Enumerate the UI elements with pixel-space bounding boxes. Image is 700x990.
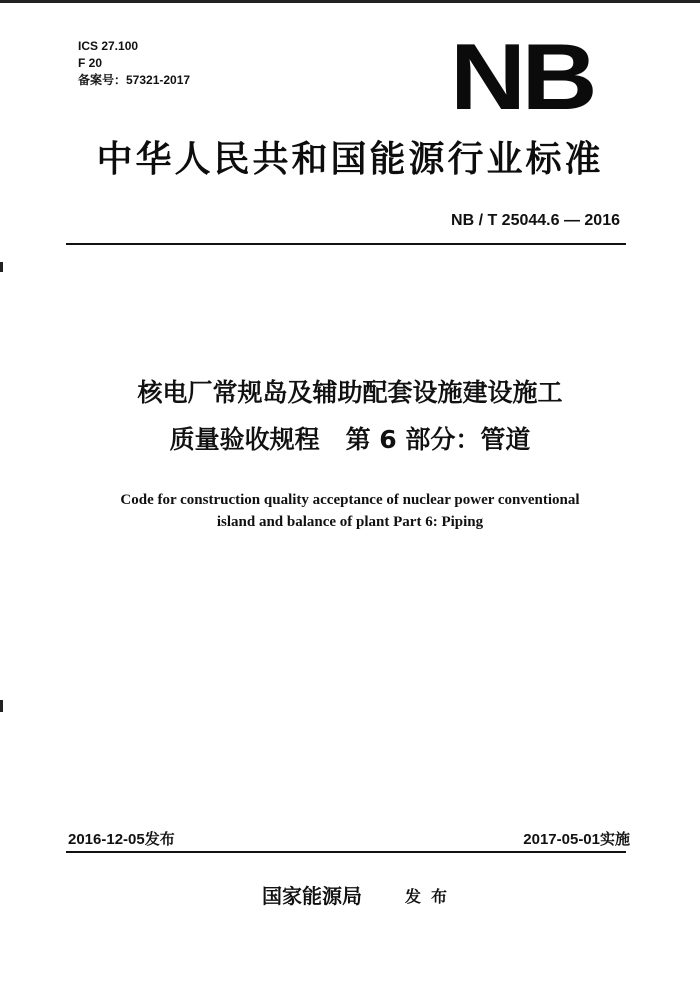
issue-date: 2016-12-05发布 xyxy=(68,831,175,848)
nb-logo: NB xyxy=(450,24,594,129)
scan-mark xyxy=(0,262,3,272)
title-en-line2: island and balance of plant Part 6: Piping xyxy=(216,514,484,530)
title-cn-line2-part1: 质量验收规程 xyxy=(169,425,320,454)
standard-class-title: 中华人民共和国能源行业标准 xyxy=(96,138,604,180)
header-divider xyxy=(66,243,626,245)
scan-mark xyxy=(0,700,3,712)
standard-number: NB / T 25044.6 — 2016 xyxy=(451,212,620,229)
issuing-authority: 国家能源局 xyxy=(262,884,362,908)
footer-divider xyxy=(66,851,626,853)
implementation-date: 2017-05-01实施 xyxy=(523,831,630,848)
title-cn-line2-part2: 第 6 部分：管道 xyxy=(345,425,531,454)
ics-code: ICS 27.100 xyxy=(78,39,139,53)
scan-top-edge xyxy=(0,0,700,3)
title-en-line1: Code for construction quality acceptance of nuclear power conventional xyxy=(120,492,580,508)
record-number: 备案号：57321-2017 xyxy=(78,73,191,87)
classification-block xyxy=(78,38,190,89)
ccs-code: F 20 xyxy=(78,56,103,70)
issue-label: 发布 xyxy=(405,887,458,906)
title-cn-line2 xyxy=(0,420,700,456)
title-cn-line1: 核电厂常规岛及辅助配套设施建设施工 xyxy=(137,378,563,407)
